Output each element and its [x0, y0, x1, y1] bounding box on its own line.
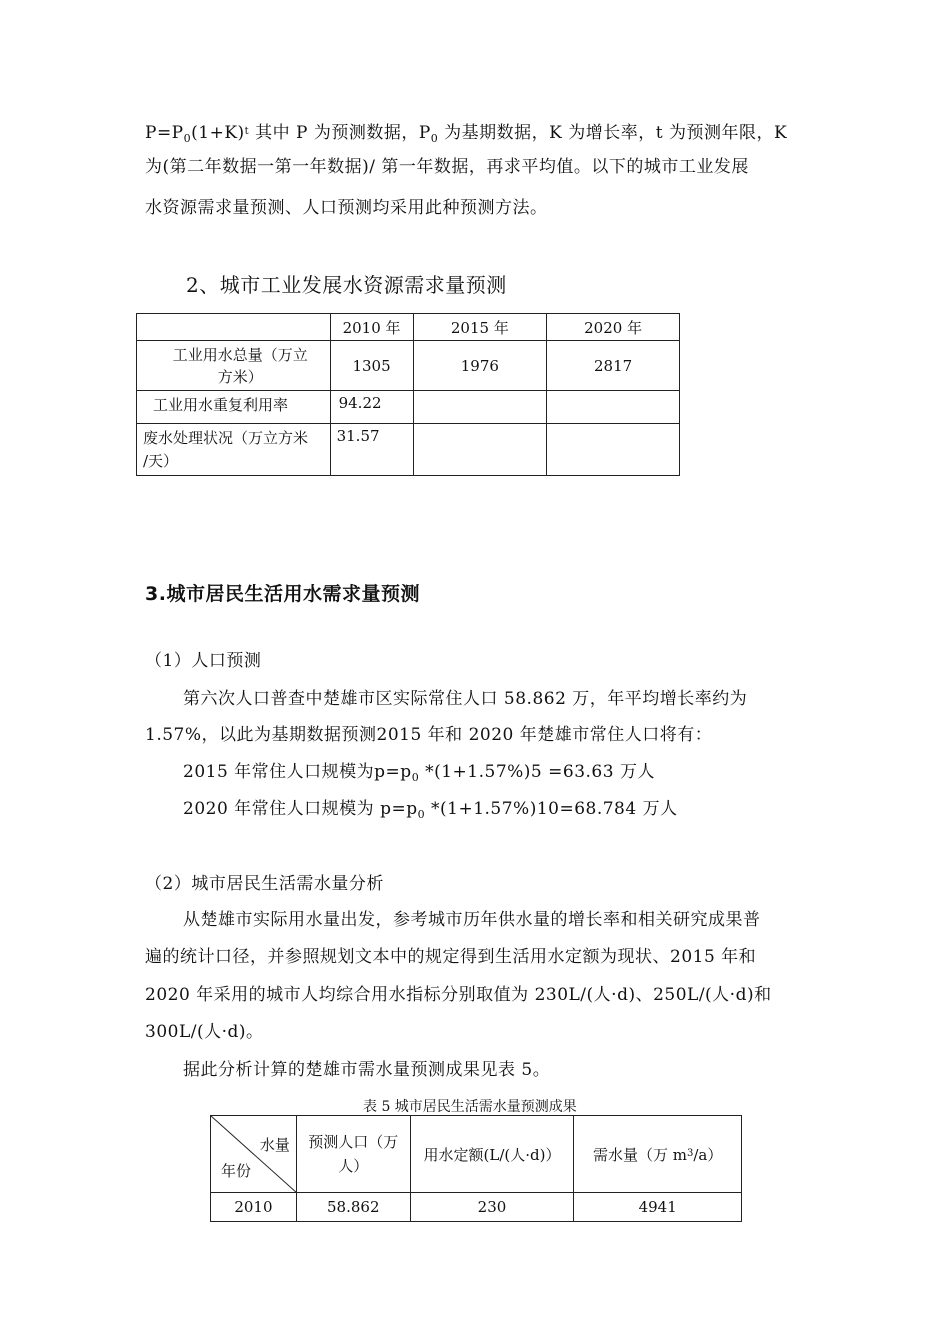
table-header-cell: [137, 314, 331, 341]
formula-2015: 2015 年常住人口规模为$p=p_0$ *(1+1.57%)5 =63.63 万人: [183, 762, 655, 784]
para-2-line-4: 300L/(人·d)。: [145, 1022, 264, 1042]
sub-2-title: （2）城市居民生活需水量分析: [145, 874, 384, 894]
row-label: 废水处理状况（万立方米 /天）: [137, 424, 331, 476]
diagonal-header-cell: [211, 1116, 297, 1193]
formula-line-1: $P=P_0(1+K)^t$ 其中 P 为预测数据，$P_0$ 为基期数据，K 为增长率，t 为预测年限，K: [145, 123, 788, 145]
table-5-caption: 表 5 城市居民生活需水量预测成果: [363, 1099, 577, 1115]
table-header-row: [211, 1116, 742, 1193]
section-2-title: 2、城市工业发展水资源需求量预测: [186, 273, 507, 297]
industrial-water-table: [136, 313, 680, 476]
para-1-line-1: 第六次人口普查中楚雄市区实际常住人口 58.862 万，年平均增长率约为: [183, 689, 748, 709]
table-cell: 94.22: [330, 391, 413, 424]
para-2-line-2: 遍的统计口径，并参照规划文本中的规定得到生活用水定额为现状、2015 年和: [145, 947, 757, 967]
formula-line-3: 水资源需求量预测、人口预测均采用此种预测方法。: [145, 198, 548, 218]
row-label: 工业用水重复利用率: [137, 391, 331, 424]
table-cell: [547, 424, 680, 476]
header-population: 预测人口（万 人）: [296, 1116, 410, 1193]
table-cell: 58.862: [296, 1193, 410, 1222]
table-cell: [547, 391, 680, 424]
residential-water-table: [210, 1115, 742, 1222]
header-demand: 需水量（万 $m^3/a$）: [574, 1116, 742, 1193]
formula-2020: 2020 年常住人口规模为 $p=p_0$ *(1+1.57%)10=68.784 万人: [183, 799, 678, 821]
table-row: [137, 424, 680, 476]
row-label: 工业用水总量（万立 方米）: [137, 341, 331, 391]
para-3: 据此分析计算的楚雄市需水量预测成果见表 5。: [183, 1060, 551, 1080]
diag-bottom-label: 年份: [221, 1162, 252, 1180]
header-quota: 用水定额(L/(人·d)）: [410, 1116, 574, 1193]
table-cell: [413, 424, 547, 476]
formula-line-2: 为(第二年数据一第一年数据)/ 第一年数据，再求平均值。以下的城市工业发展: [145, 157, 749, 177]
para-2-line-3: 2020 年采用的城市人均综合用水指标分别取值为 230L/(人·d)、250L/(人·d)和: [145, 985, 772, 1005]
table-header-cell: 2010 年: [330, 314, 413, 341]
section-3-title: 3.城市居民生活用水需求量预测: [145, 583, 420, 605]
table-cell: 1305: [330, 341, 413, 391]
table-row: [211, 1193, 742, 1222]
table-cell: 4941: [574, 1193, 742, 1222]
table-cell: 2817: [547, 341, 680, 391]
table-cell: 230: [410, 1193, 574, 1222]
table-row: [137, 391, 680, 424]
para-1-line-2: 1.57%，以此为基期数据预测2015 年和 2020 年楚雄市常住人口将有：: [145, 725, 713, 745]
table-row: [137, 341, 680, 391]
diag-top-label: 水量: [259, 1136, 290, 1154]
table-header-row: [137, 314, 680, 341]
table-header-cell: 2020 年: [547, 314, 680, 341]
sub-1-title: （1）人口预测: [145, 651, 262, 671]
table-header-cell: 2015 年: [413, 314, 547, 341]
table-cell: 2010: [211, 1193, 297, 1222]
para-2-line-1: 从楚雄市实际用水量出发，参考城市历年供水量的增长率和相关研究成果普: [183, 910, 761, 930]
table-cell: [413, 391, 547, 424]
table-cell: 31.57: [330, 424, 413, 476]
table-cell: 1976: [413, 341, 547, 391]
